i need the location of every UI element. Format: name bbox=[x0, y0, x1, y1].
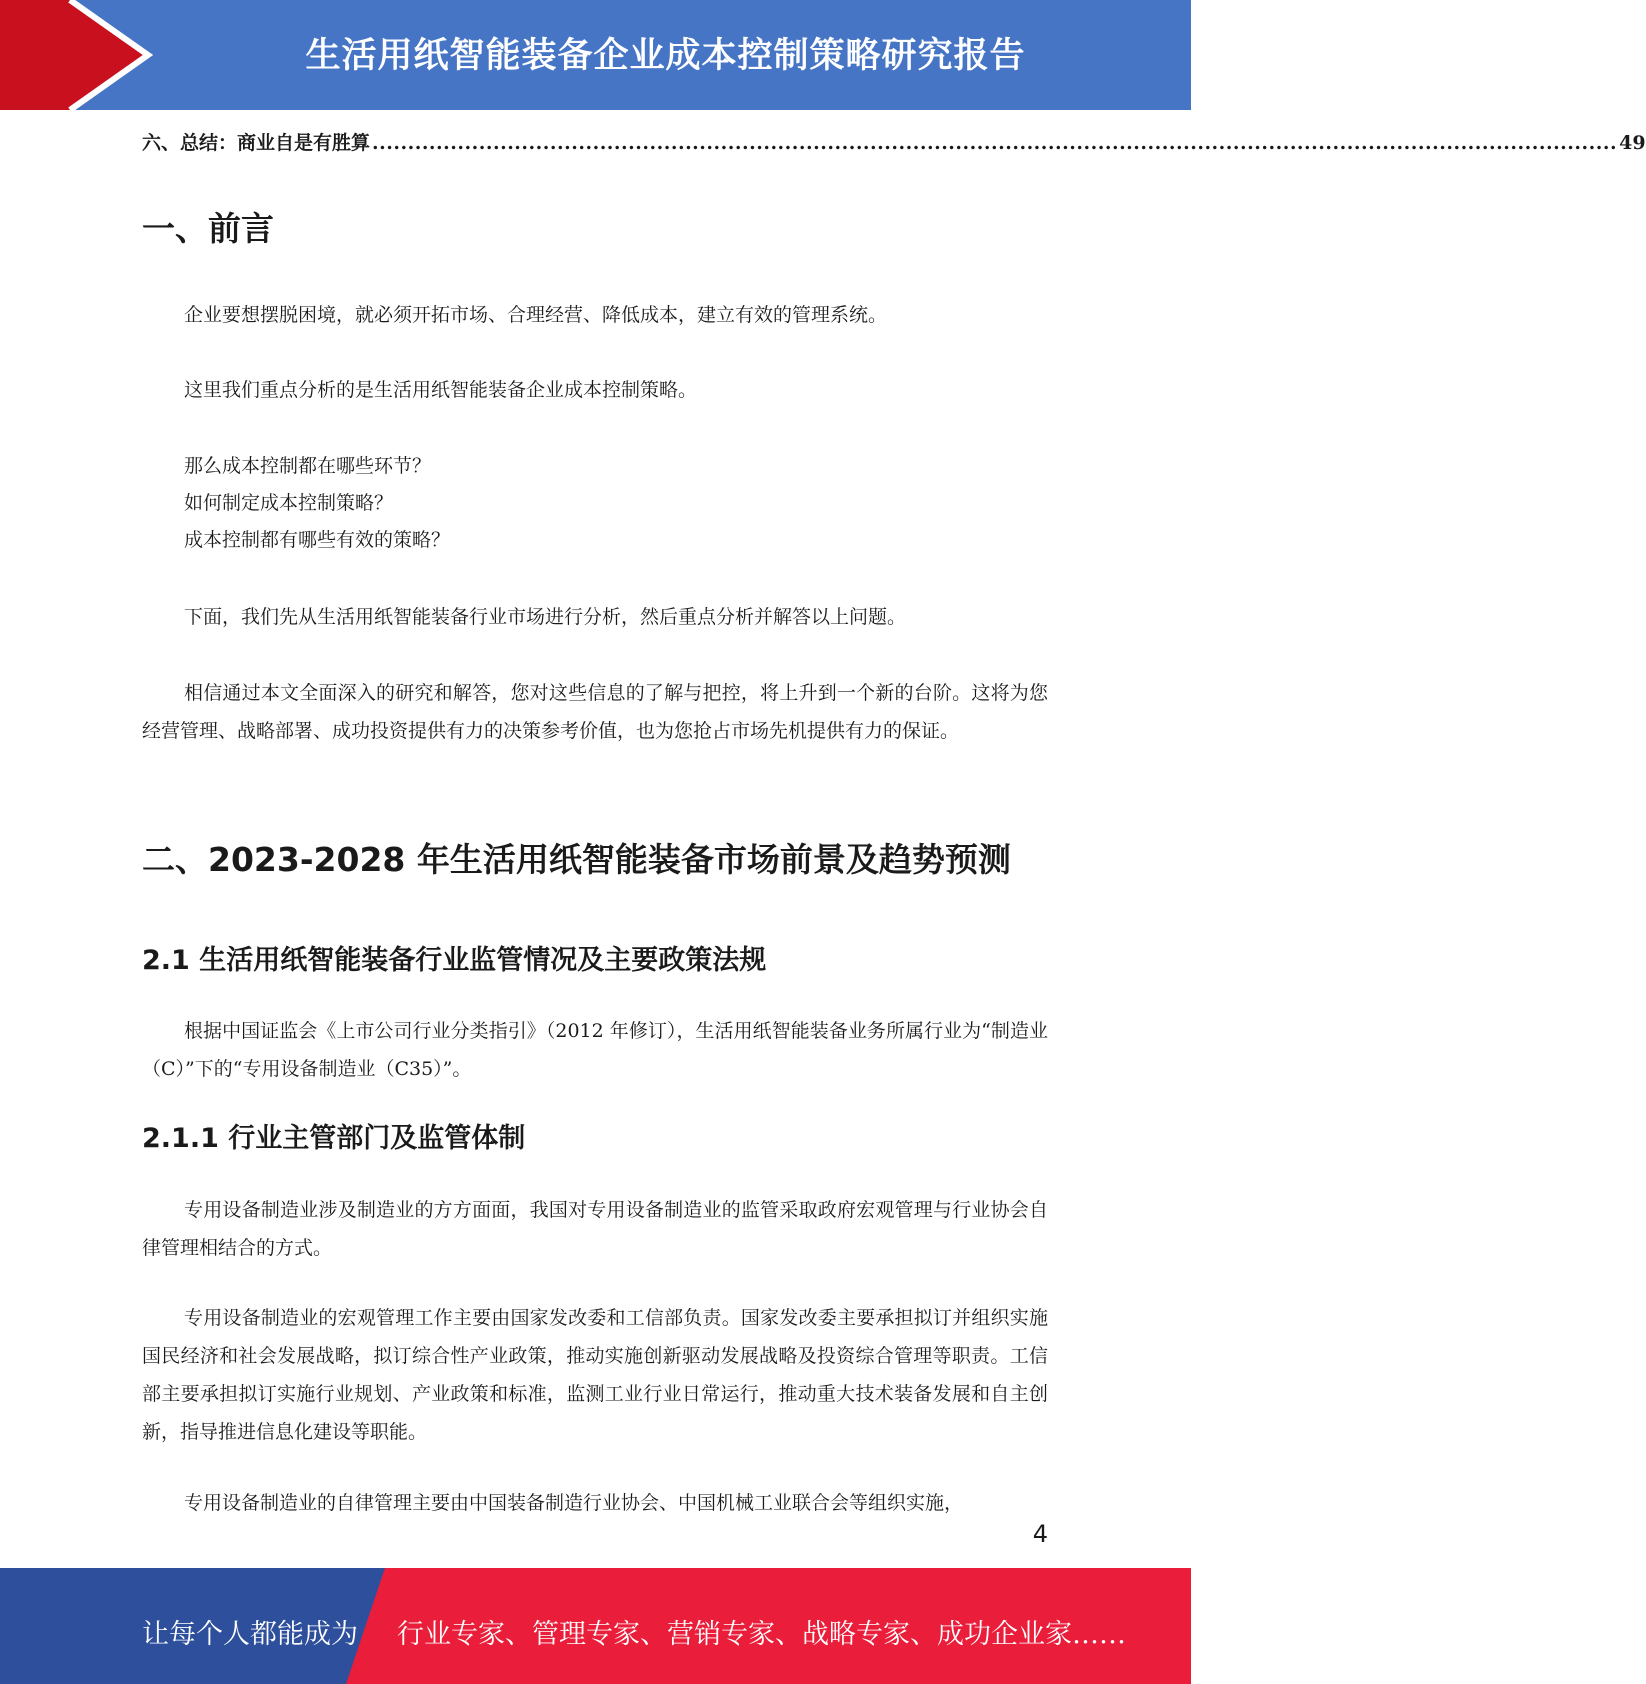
heading-2-1-1: 2.1.1 行业主管部门及监管体制 bbox=[142, 1123, 526, 1154]
page-content bbox=[142, 128, 1646, 1514]
heading-market-outlook: 二、2023-2028 年生活用纸智能装备市场前景及趋势预测 bbox=[142, 840, 1011, 879]
preface-paragraph-3: 下面，我们先从生活用纸智能装备行业市场进行分析，然后重点分析并解答以上问题。 bbox=[184, 606, 907, 628]
toc-entry-page: 49 bbox=[1619, 132, 1646, 154]
paragraph-2-1-1-b: 专用设备制造业的宏观管理工作主要由国家发改委和工信部负责。国家发改委主要承担拟订并组织实施国民经济和社会发展战略，拟订综合性产业政策，推动实施创新驱动发展战略及投资综合管理等职责。工信部主要承担拟订实施行业规划、产业政策和标准，监测工业行业日常运行，推动重大技术装备发展和自主创新，指导推进信息化建设等职能。 bbox=[142, 1307, 1048, 1443]
preface-paragraph-2: 这里我们重点分析的是生活用纸智能装备企业成本控制策略。 bbox=[184, 379, 698, 401]
paragraph-2-1-1-a: 专用设备制造业涉及制造业的方方面面，我国对专用设备制造业的监管采取政府宏观管理与行业协会自律管理相结合的方式。 bbox=[142, 1199, 1048, 1259]
footer-slogan-left: 让每个人都能成为 bbox=[142, 1619, 358, 1650]
preface-question-2: 如何制定成本控制策略？ bbox=[184, 492, 394, 514]
toc-entry[interactable] bbox=[142, 128, 1646, 158]
report-title: 生活用纸智能装备企业成本控制策略研究报告 bbox=[305, 36, 1026, 76]
toc-entry-label: 六、总结：商业自是有胜算 bbox=[142, 132, 371, 154]
heading-preface: 一、前言 bbox=[142, 209, 274, 248]
preface-question-1: 那么成本控制都在哪些环节？ bbox=[184, 455, 432, 477]
preface-paragraph-4: 相信通过本文全面深入的研究和解答，您对这些信息的了解与把控，将上升到一个新的台阶。这将为您经营管理、战略部署、成功投资提供有力的决策参考价值，也为您抢占市场先机提供有力的保证。 bbox=[142, 682, 1048, 742]
heading-2-1: 2.1 生活用纸智能装备行业监管情况及主要政策法规 bbox=[142, 945, 767, 976]
page-header bbox=[0, 0, 1191, 110]
toc-leader-dots: ............................................................................................................................................................................... bbox=[372, 132, 1618, 154]
preface-paragraph-1: 企业要想摆脱困境，就必须开拓市场、合理经营、降低成本，建立有效的管理系统。 bbox=[184, 304, 888, 326]
preface-question-3: 成本控制都有哪些有效的策略？ bbox=[184, 529, 451, 551]
page-number: 4 bbox=[1032, 1520, 1048, 1548]
paragraph-2-1: 根据中国证监会《上市公司行业分类指引》（2012 年修订），生活用纸智能装备业务所属行业为“制造业（C）”下的“专用设备制造业（C35）”。 bbox=[142, 1020, 1048, 1080]
page-footer bbox=[0, 1568, 1191, 1684]
paragraph-2-1-1-c: 专用设备制造业的自律管理主要由中国装备制造行业协会、中国机械工业联合会等组织实施， bbox=[184, 1492, 964, 1514]
footer-slogan-right: 行业专家、管理专家、营销专家、战略专家、成功企业家…… bbox=[397, 1619, 1126, 1650]
